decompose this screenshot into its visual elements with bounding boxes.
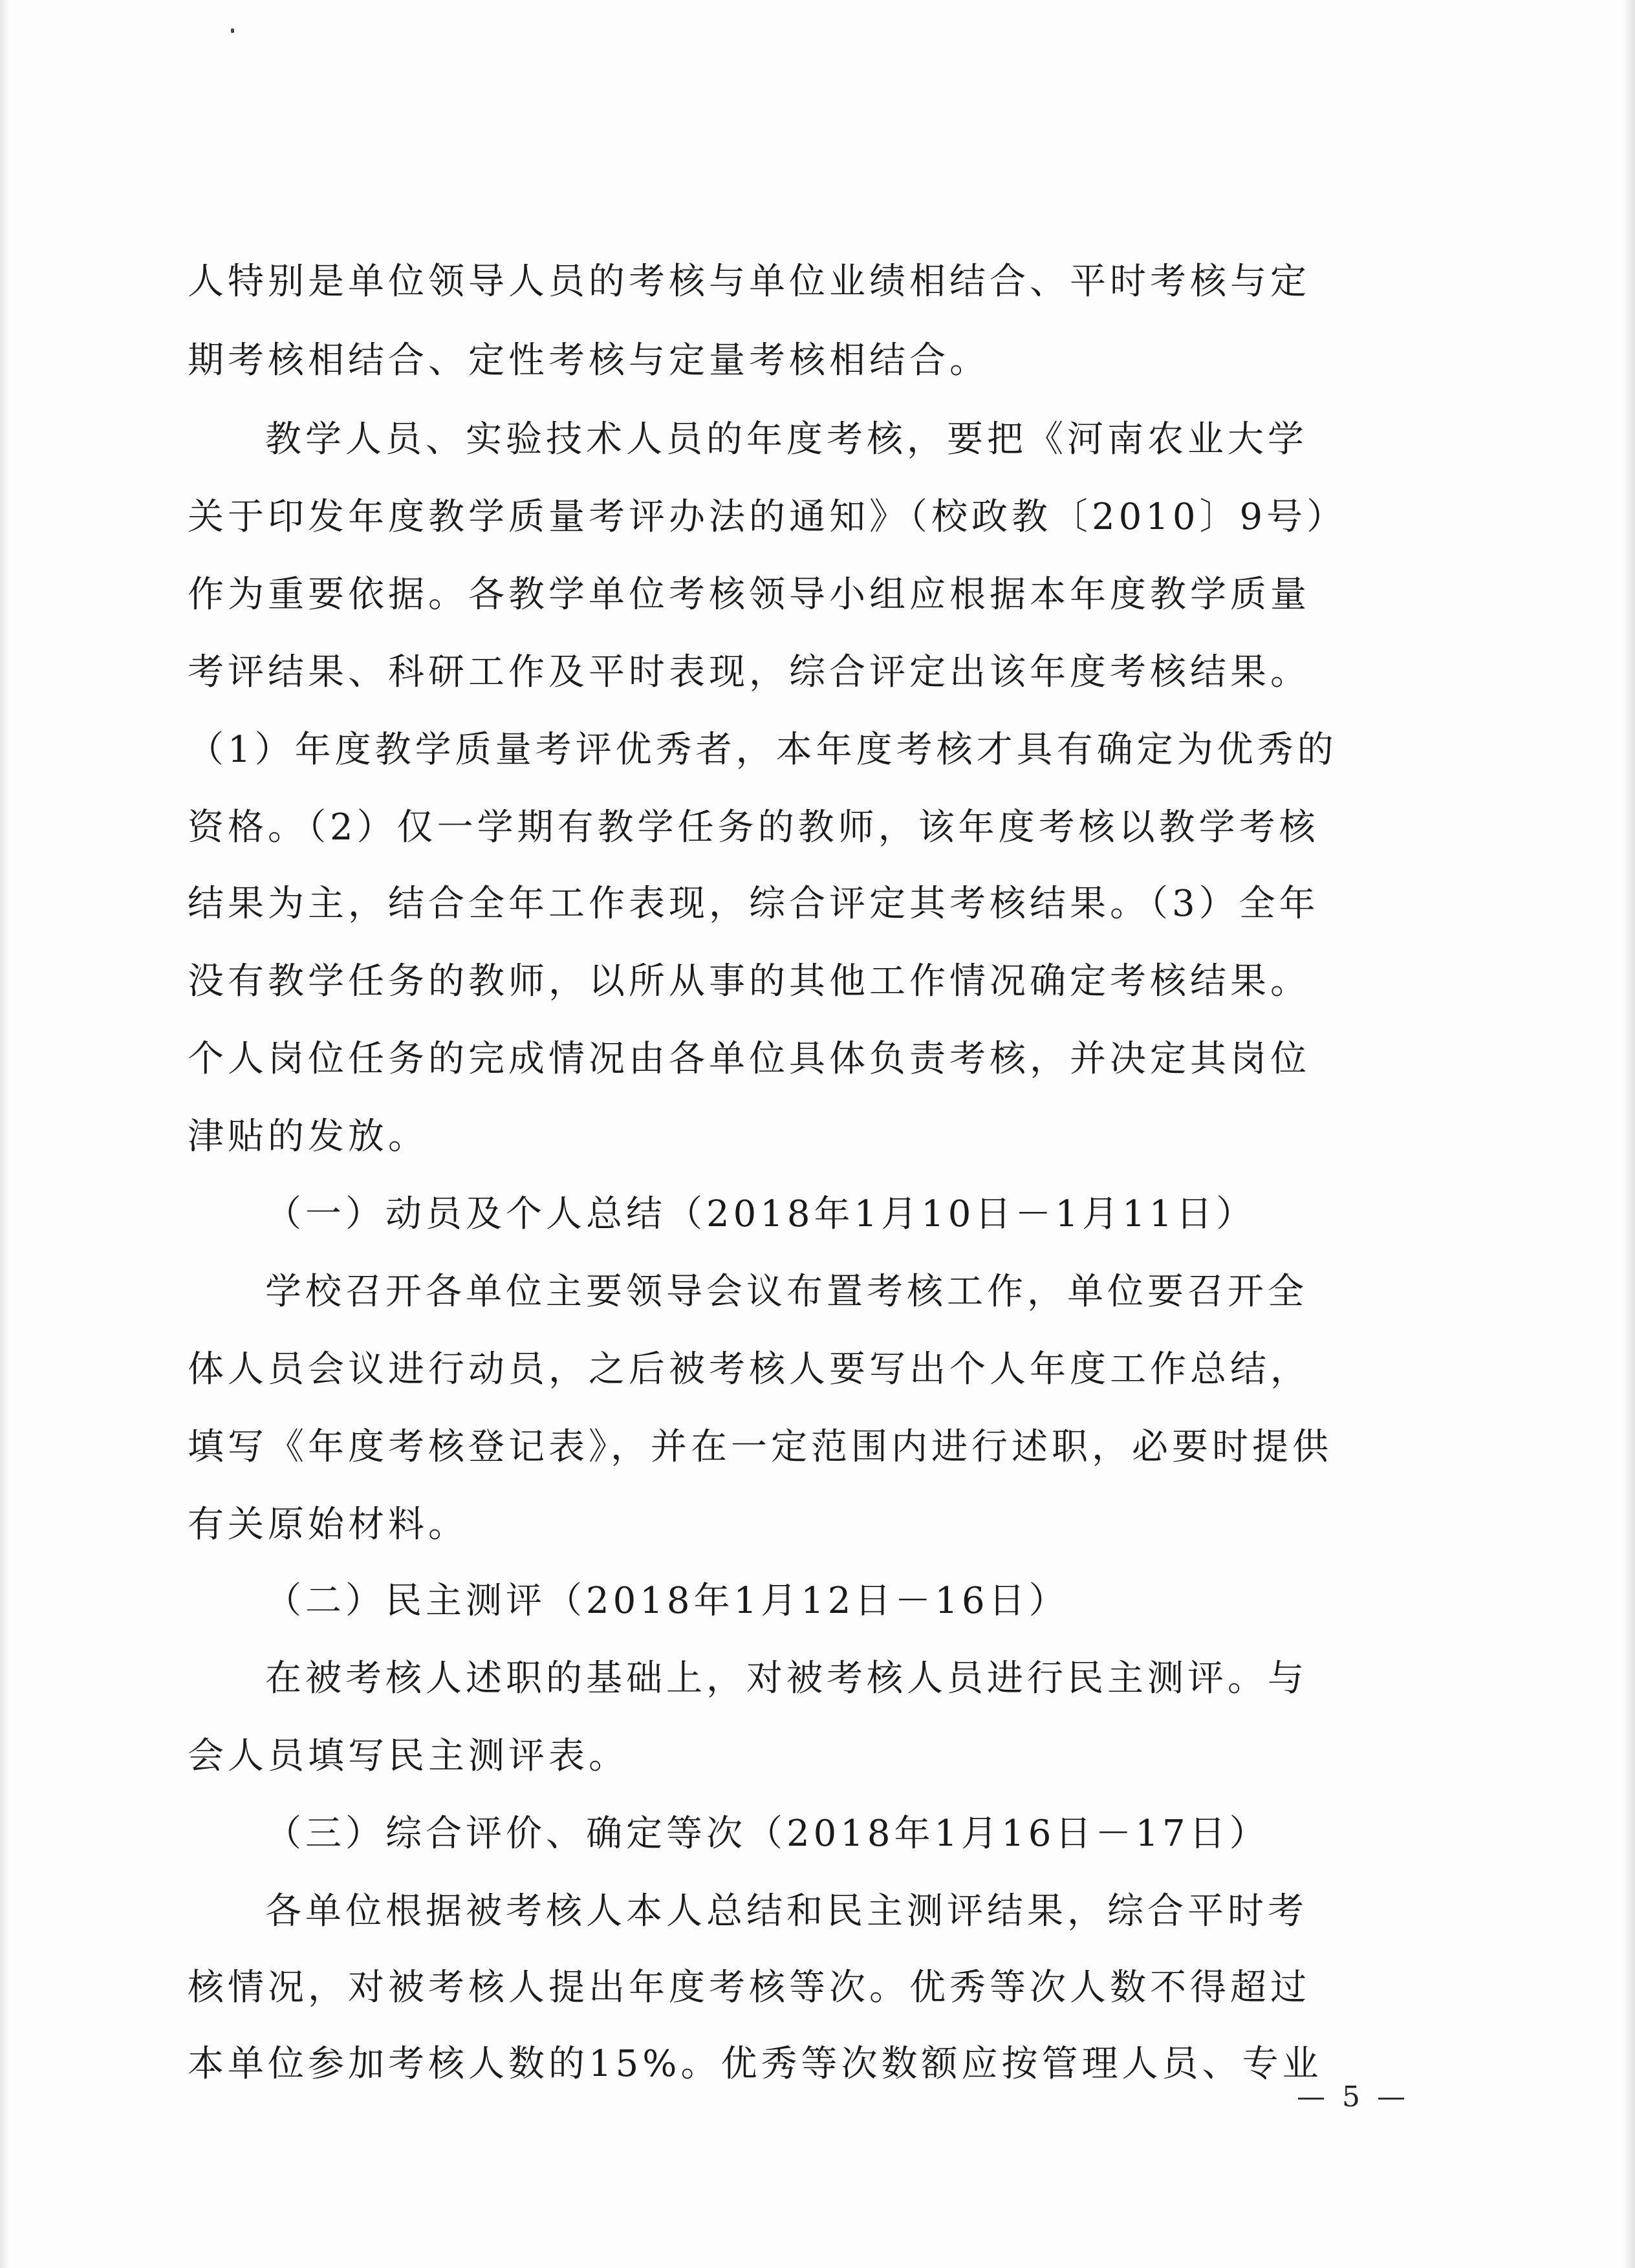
body-line: 在被考核人述职的基础上，对被考核人员进行民主测评。与 [265,1658,1308,1700]
body-line: 会人员填写民主测评表。 [188,1735,629,1777]
body-line: 填写《年度考核登记表》，并在一定范围内进行述职，必要时提供 [188,1426,1332,1468]
body-line: 有关原始材料。 [188,1504,468,1546]
section-heading-1: （一）动员及个人总结（2018年1月10日－1月11日） [265,1193,1257,1235]
section-heading-2: （二）民主测评（2018年1月12日－16日） [265,1580,1069,1622]
body-line: 核情况，对被考核人提出年度考核等次。优秀等次人数不得超过 [188,1967,1310,2009]
body-line: 作为重要依据。各教学单位考核领导小组应根据本年度教学质量 [188,574,1310,616]
scan-left-edge [0,0,9,2268]
body-line: 关于印发年度教学质量考评办法的通知》（校政教〔2010〕9号） [188,496,1347,538]
body-line: 没有教学任务的教师，以所从事的其他工作情况确定考核结果。 [188,960,1310,1002]
body-line: （1）年度教学质量考评优秀者，本年度考核才具有确定为优秀的 [188,729,1337,771]
page-number: — 5 — [1297,2080,1409,2113]
scan-right-edge [1623,0,1635,2268]
body-line: 津贴的发放。 [188,1116,428,1158]
body-line: 本单位参加考核人数的15%。优秀等次数额应按管理人员、专业 [188,2043,1323,2085]
body-line: 个人岗位任务的完成情况由各单位具体负责考核，并决定其岗位 [188,1038,1310,1080]
body-line: 教学人员、实验技术人员的年度考核，要把《河南农业大学 [265,418,1308,460]
scan-speck [231,28,234,33]
body-line: 考评结果、科研工作及平时表现，综合评定出该年度考核结果。 [188,651,1310,693]
body-line: 各单位根据被考核人本人总结和民主测评结果，综合平时考 [265,1890,1308,1932]
section-heading-3: （三）综合评价、确定等次（2018年1月16日－17日） [265,1813,1270,1855]
body-line: 资格。（2）仅一学期有教学任务的教师，该年度考核以教学考核 [188,806,1319,848]
body-line: 人特别是单位领导人员的考核与单位业绩相结合、平时考核与定 [188,261,1310,303]
body-line: 学校召开各单位主要领导会议布置考核工作，单位要召开全 [265,1271,1308,1313]
body-line: 期考核相结合、定性考核与定量考核相结合。 [188,340,990,382]
body-line: 结果为主，结合全年工作表现，综合评定其考核结果。（3）全年 [188,883,1319,925]
body-line: 体人员会议进行动员，之后被考核人要写出个人年度工作总结， [188,1348,1310,1390]
